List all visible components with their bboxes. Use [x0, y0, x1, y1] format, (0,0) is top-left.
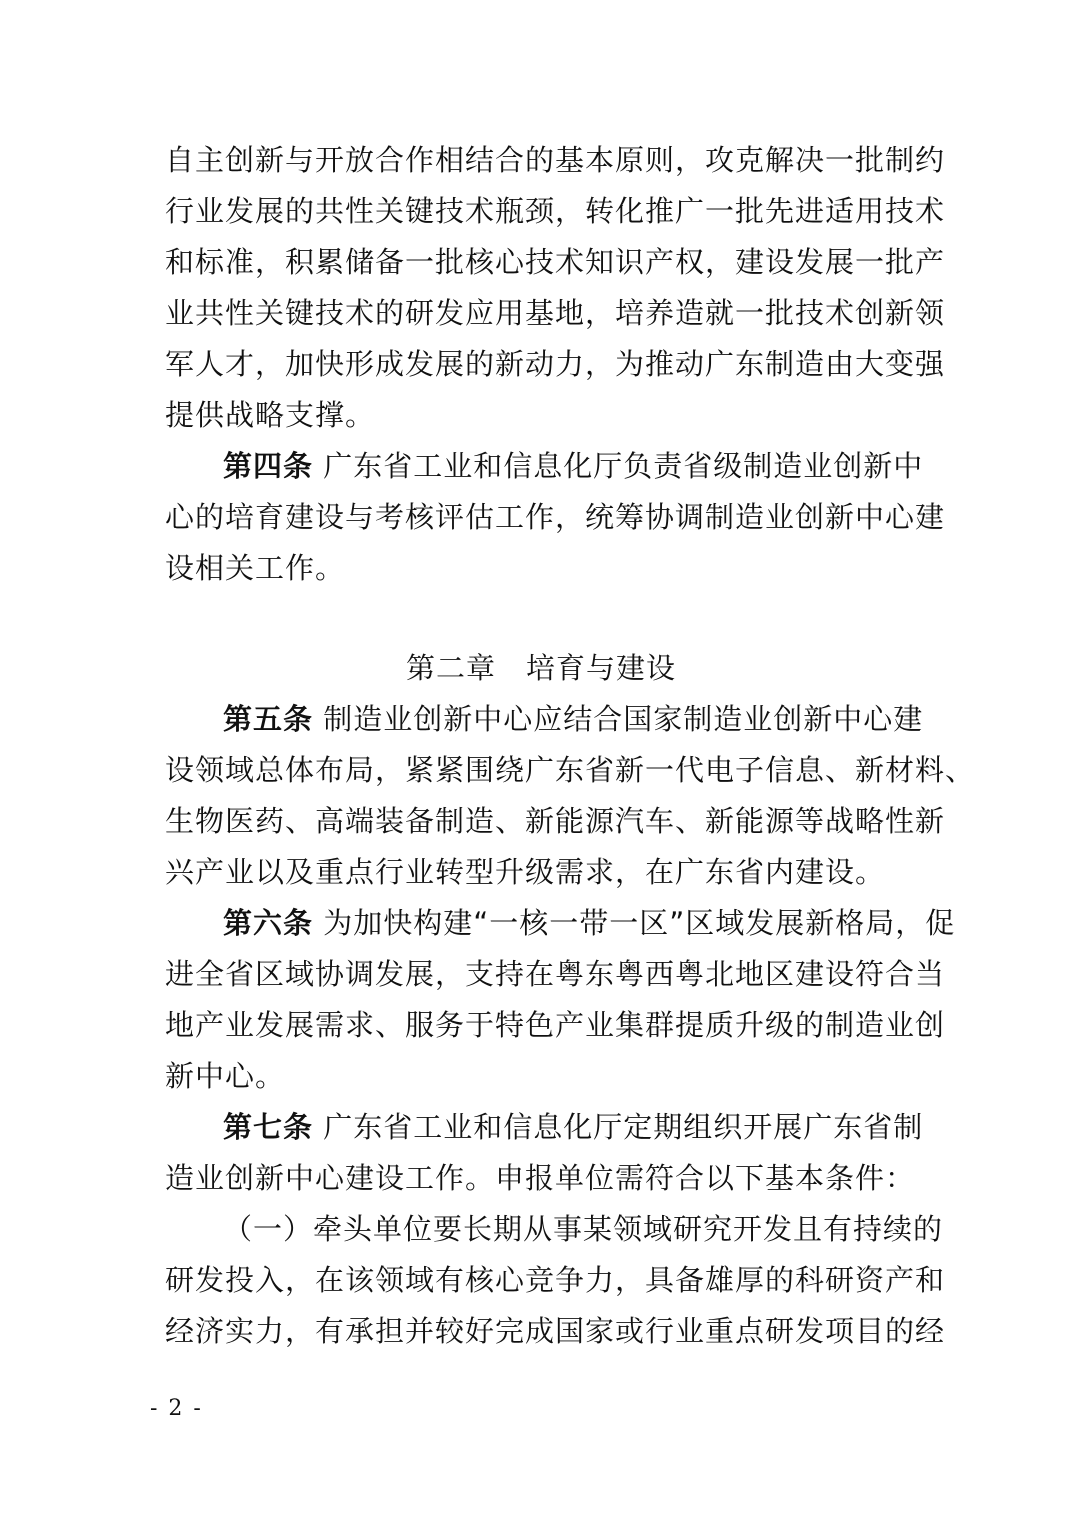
article6-label: 第六条 [223, 906, 314, 940]
article5-line-3: 生物医药、高端装备制造、新能源汽车、新能源等战略性新 [165, 804, 946, 838]
article5-line-2: 设领域总体布局，紧紧围绕广东省新一代电子信息、新材料、 [165, 753, 976, 787]
article7-line-2: 造业创新中心建设工作。申报单位需符合以下基本条件： [165, 1161, 916, 1195]
article5-label: 第五条 [223, 702, 314, 736]
article3-line-6: 提供战略支撑。 [165, 398, 376, 432]
condition1-line-3: 经济实力，有承担并较好完成国家或行业重点研发项目的经 [165, 1314, 946, 1348]
article4-first-line [223, 441, 923, 491]
article3-line-5: 军人才，加快形成发展的新动力，为推动广东制造由大变强 [165, 347, 946, 381]
article3-line-1: 自主创新与开放合作相结合的基本原则，攻克解决一批制约 [165, 143, 946, 177]
article7-text-1: 广东省工业和信息化厅定期组织开展广东省制 [323, 1110, 924, 1144]
article6-text-1: 为加快构建“一核一带一区”区域发展新格局，促 [323, 906, 956, 940]
article5-text-1: 制造业创新中心应结合国家制造业创新中心建 [323, 702, 924, 736]
article5-line-4: 兴产业以及重点行业转型升级需求，在广东省内建设。 [165, 855, 886, 889]
condition1-line-1: （一）牵头单位要长期从事某领域研究开发且有持续的 [223, 1212, 944, 1246]
article3-line-4: 业共性关键技术的研发应用基地，培养造就一批技术创新领 [165, 296, 946, 330]
article4-text-1: 广东省工业和信息化厅负责省级制造业创新中 [323, 449, 924, 483]
article3-line-2: 行业发展的共性关键技术瓶颈，转化推广一批先进适用技术 [165, 194, 946, 228]
article7-label: 第七条 [223, 1110, 314, 1144]
article6-line-2: 进全省区域协调发展，支持在粤东粤西粤北地区建设符合当 [165, 957, 946, 991]
condition1-line-2: 研发投入，在该领域有核心竞争力，具备雄厚的科研资产和 [165, 1263, 946, 1297]
article4-label: 第四条 [223, 449, 314, 483]
page-number: - 2 - [150, 1396, 203, 1421]
article6-line-4: 新中心。 [165, 1059, 286, 1093]
chapter-heading: 第二章 培育与建设 [405, 651, 676, 685]
article7-first-line [223, 1102, 923, 1152]
article4-line-2: 心的培育建设与考核评估工作，统筹协调制造业创新中心建 [165, 500, 946, 534]
article6-first-line [223, 898, 955, 948]
article6-line-3: 地产业发展需求、服务于特色产业集群提质升级的制造业创 [165, 1008, 946, 1042]
article3-line-3: 和标准，积累储备一批核心技术知识产权，建设发展一批产 [165, 245, 946, 279]
article5-first-line [223, 694, 923, 744]
article4-line-3: 设相关工作。 [165, 551, 346, 585]
